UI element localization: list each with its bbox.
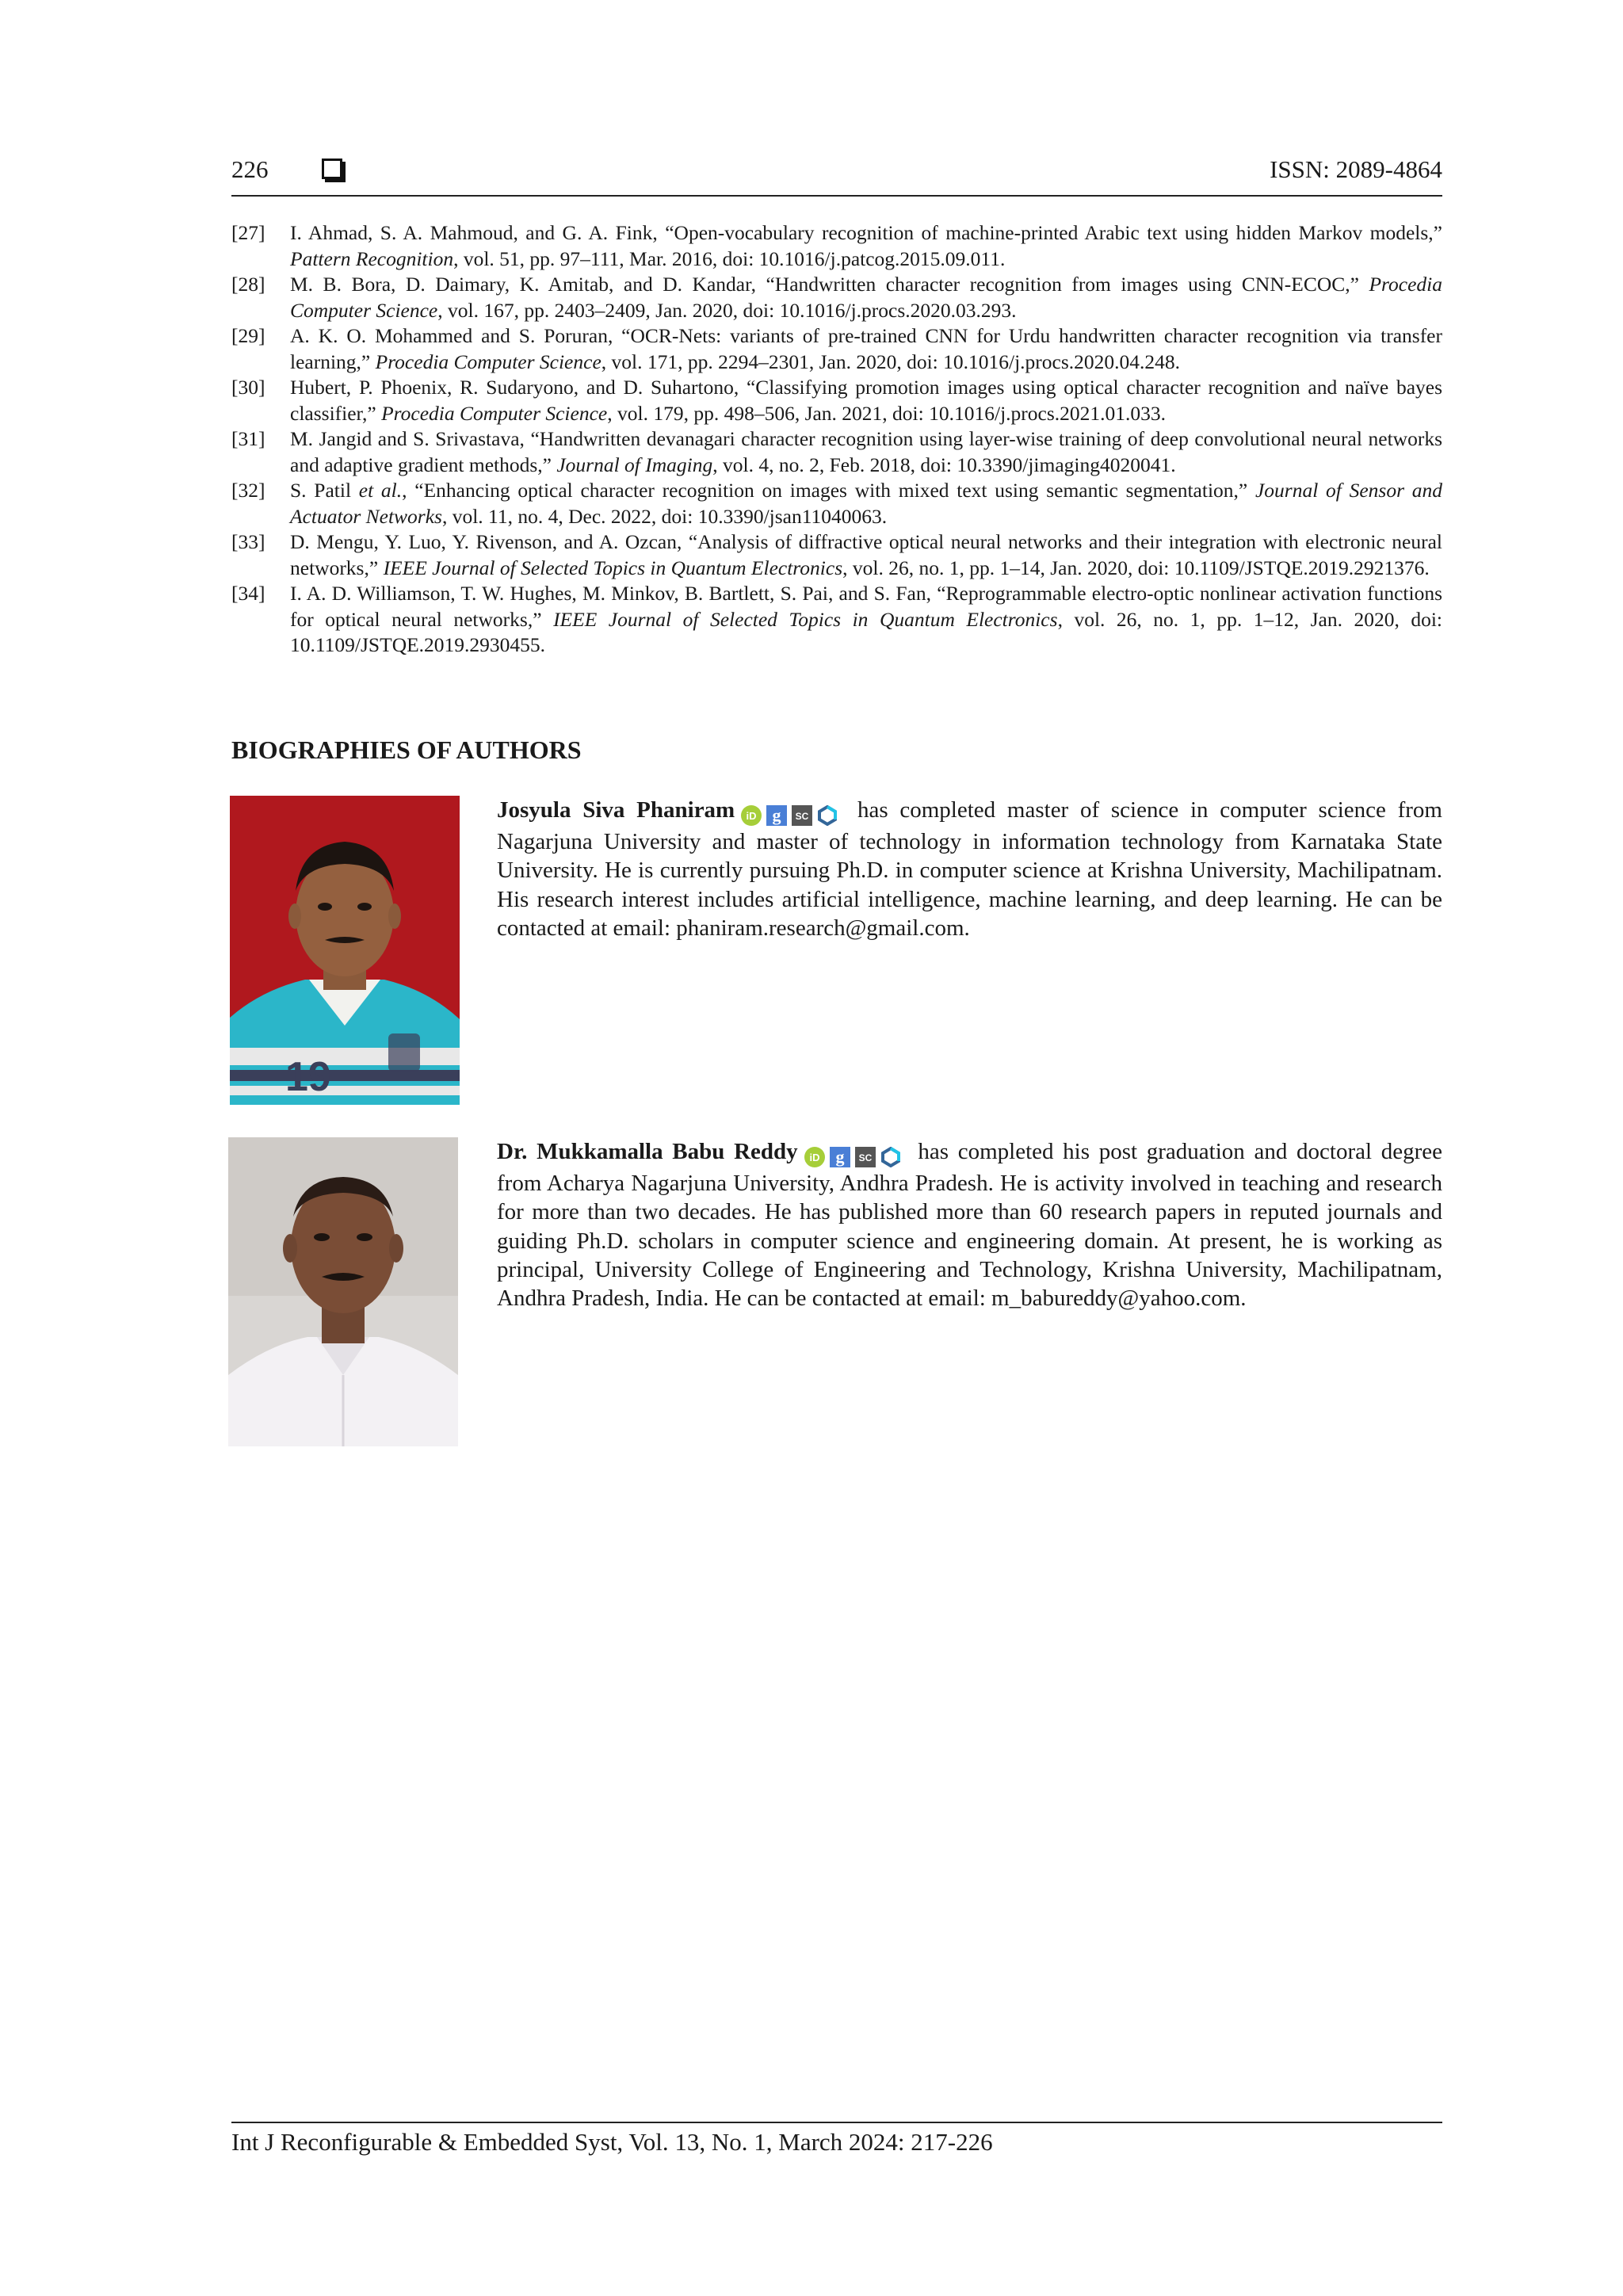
reference-item — [231, 581, 1442, 659]
author-profile-icons — [741, 799, 842, 827]
reference-number: [28] — [231, 273, 265, 296]
reference-text: I. A. D. Williamson, T. W. Hughes, M. Minkov, B. Bartlett, S. Pai, and S. Fan, “Reprogrammable electro-optic nonlinear activation functions for optical neural networks,” IEEE Journal of Selected Topics in Quantum Electronics, vol. 26, no. 1, pp. 1–12, Jan. 2020, doi: 10.1109/JSTQE.2019.2930455. — [290, 582, 1443, 656]
author-photo-image — [230, 796, 460, 1105]
svg-text:g: g — [835, 1147, 845, 1167]
author-bio-body: has completed master of science in computer science from Nagarjuna University and master of technology in information technology from Karnataka State University. He is currently pursuing Ph.D. in computer science at Krishna University, Machilipatnam. His research interest includes artificial intelligence, machine learning, and deep learning. He can be contacted at email: phaniram.research@gmail.com. — [497, 797, 1442, 941]
square-bullet-icon — [322, 159, 342, 179]
journal-name: Procedia Computer Science — [375, 350, 601, 373]
reference-number: [31] — [231, 427, 265, 450]
journal-name: Procedia Computer Science — [381, 401, 608, 425]
page-number: 226 — [231, 155, 269, 183]
et-al: et al. — [358, 479, 403, 502]
author-name: Dr. Mukkamalla Babu Reddy — [497, 1139, 798, 1164]
author-photo — [230, 796, 460, 1105]
journal-name: IEEE Journal of Selected Topics in Quantum Electronics — [553, 607, 1058, 631]
publons-icon[interactable] — [817, 804, 838, 825]
reference-number: [29] — [231, 324, 265, 347]
author-bio-text — [497, 796, 1442, 942]
reference-text: D. Mengu, Y. Luo, Y. Rivenson, and A. Ozcan, “Analysis of diffractive optical neural networks and their integration with electronic neural networks,” IEEE Journal of Selected Topics in Quantum Electronics, vol. 26, no. 1, pp. 1–14, Jan. 2020, doi: 10.1109/JSTQE.2019.2921376. — [290, 530, 1442, 579]
svg-text:iD: iD — [809, 1152, 820, 1164]
page-footer — [231, 2122, 1442, 2157]
reference-list — [231, 220, 1442, 659]
author-bio-text — [497, 1137, 1442, 1312]
reference-text: Hubert, P. Phoenix, R. Sudaryono, and D. Suhartono, “Classifying promotion images using optical character recognition and naïve bayes classifier,” Procedia Computer Science, vol. 179, pp. 498–506, Jan. 2021, doi: 10.1016/j.procs.2021.01.033. — [290, 376, 1442, 425]
author-profile-icons — [804, 1140, 906, 1169]
reference-text: S. Patil et al., “Enhancing optical character recognition on images with mixed text using semantic segmentation,” Journal of Sensor and Actuator Networks, vol. 11, no. 4, Dec. 2022, doi: 10.3390/jsan11040063. — [290, 479, 1443, 528]
reference-item — [231, 272, 1442, 323]
issn-label: ISSN: 2089-4864 — [1270, 155, 1442, 183]
orcid-icon[interactable] — [741, 804, 762, 825]
author-bio-body: has completed his post graduation and doctoral degree from Acharya Nagarjuna University, Andhra Pradesh. He is activity involved in teaching and research for more than two decades. He has published more than 60 research papers in reputed journals and guiding Ph.D. scholars in computer science and engineering domain. At present, he is working as principal, University College of Engineering and Technology, Krishna University, Machilipatnam, Andhra Pradesh, India. He can be contacted at email: m_babureddy@yahoo.com. — [497, 1139, 1442, 1312]
publons-icon[interactable] — [880, 1146, 901, 1167]
journal-name: Pattern Recognition — [290, 246, 454, 270]
author-name: Josyula Siva Phaniram — [497, 797, 735, 823]
author-photo — [228, 1137, 458, 1446]
google-scholar-icon[interactable] — [766, 804, 787, 825]
shirt-number: 19 — [285, 1054, 331, 1100]
author-bio — [230, 1137, 1442, 1446]
reference-text: I. Ahmad, S. A. Mahmoud, and G. A. Fink, “Open-vocabulary recognition of machine-printed Arabic text using hidden Markov models,” Pattern Recognition, vol. 51, pp. 97–111, Mar. 2016, doi: 10.1016/j.patcog.2015.09.011. — [290, 221, 1442, 270]
reference-item — [231, 478, 1442, 529]
reference-text: M. Jangid and S. Srivastava, “Handwritten devanagari character recognition using layer-wise training of deep convolutional neural networks and adaptive gradient methods,” Journal of Imaging, vol. 4, no. 2, Feb. 2018, doi: 10.3390/jimaging4020041. — [290, 427, 1442, 476]
reference-item — [231, 529, 1442, 581]
reference-number: [33] — [231, 530, 265, 553]
journal-citation: Int J Reconfigurable & Embedded Syst, Vol. 13, No. 1, March 2024: 217-226 — [231, 2128, 993, 2156]
journal-name: IEEE Journal of Selected Topics in Quantum Electronics — [383, 556, 843, 579]
journal-name: Journal of Imaging — [556, 453, 713, 476]
scopus-icon[interactable] — [855, 1146, 876, 1167]
journal-name: Journal of Sensor and Actuator Networks — [290, 479, 1443, 528]
reference-item — [231, 323, 1442, 375]
author-photo-image — [228, 1137, 458, 1446]
reference-item — [231, 375, 1442, 426]
svg-text:g: g — [772, 805, 781, 826]
google-scholar-icon[interactable] — [830, 1146, 850, 1167]
orcid-icon[interactable] — [804, 1146, 825, 1167]
svg-text:iD: iD — [746, 810, 757, 823]
reference-text: A. K. O. Mohammed and S. Poruran, “OCR-Nets: variants of pre-trained CNN for Urdu handwritten character recognition via transfer learning,” Procedia Computer Science, vol. 171, pp. 2294–2301, Jan. 2020, doi: 10.1016/j.procs.2020.04.248. — [290, 324, 1442, 373]
page-header — [231, 155, 1442, 197]
scopus-icon[interactable] — [792, 804, 812, 825]
reference-number: [34] — [231, 582, 265, 605]
reference-item — [231, 426, 1442, 478]
biographies-heading: BIOGRAPHIES OF AUTHORS — [231, 735, 582, 764]
reference-item — [231, 220, 1442, 272]
svg-text:SC: SC — [858, 1152, 873, 1164]
author-bio — [230, 796, 1442, 1105]
reference-number: [27] — [231, 221, 265, 244]
reference-text: M. B. Bora, D. Daimary, K. Amitab, and D. Kandar, “Handwritten character recognition from images using CNN-ECOC,” Procedia Computer Science, vol. 167, pp. 2403–2409, Jan. 2020, doi: 10.1016/j.procs.2020.03.293. — [290, 273, 1442, 322]
svg-text:SC: SC — [795, 811, 809, 823]
reference-number: [32] — [231, 479, 265, 502]
reference-number: [30] — [231, 376, 265, 399]
journal-name: Procedia Computer Science — [290, 273, 1442, 322]
